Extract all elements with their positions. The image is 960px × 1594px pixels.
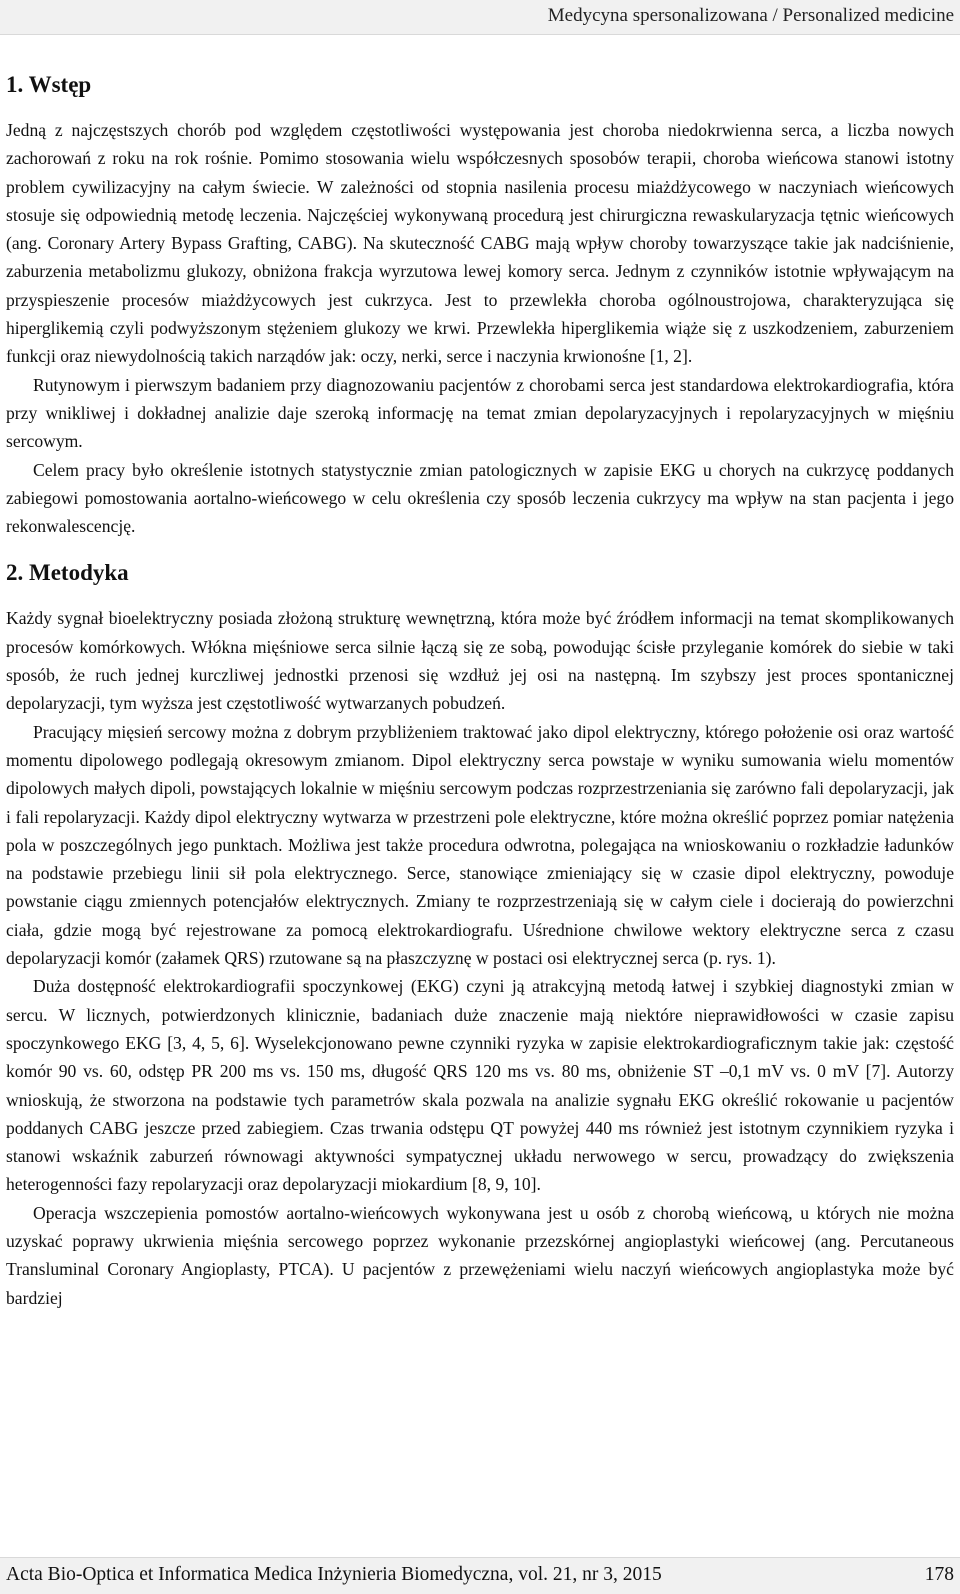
section-heading-methods: 2. Metodyka bbox=[6, 560, 129, 586]
running-footer bbox=[0, 1557, 960, 1594]
paragraph: Pracujący mięsień sercowy można z dobrym przybliżeniem traktować jako dipol elektryczny, którego położenie osi oraz wartość momentu dipolowego podlegają okresowym zmianom. Dipol elektryczny serca powstaje w wyniku sumowania wielu momentów dipolowych małych dipoli, powstających lokalnie w mięśniu sercowym podczas rozprzestrzeniania się zarówno fali depolaryzacji, jak i fali repolaryzacji. Każdy dipol elektryczny wytwarza w przestrzeni pole elektryczne, które można określić poprzez pomiar natężenia pola w poszczególnych jego punktach. Możliwa jest także procedura odwrotna, polegająca na wnioskowaniu o rozkładzie ładunków na podstawie przebiegu linii sił pola elektrycznego. Serce, stanowiące zmieniający się w czasie dipol elektryczny, powoduje powstanie ciągu zmiennych potencjałów elektrycznych. Zmiany te rozprzestrzeniają się w całym ciele i docierają do powierzchni ciała, gdzie mogą być rejestrowane za pomocą elektrokardiografu. Uśrednione chwilowe wektory elektryczne serca z czasu depolaryzacji komór (załamek QRS) rzutowane są na płaszczyznę w postaci osi elektrycznej serca (p. rys. 1). bbox=[6, 721, 954, 969]
section-heading-introduction: 1. Wstęp bbox=[6, 72, 92, 97]
journal-citation: Acta Bio-Optica et Informatica Medica Inżynieria Biomedyczna, vol. 21, nr 3, 2015 bbox=[6, 1564, 662, 1585]
paragraph: Jedną z najczęstszych chorób pod względem częstotliwości występowania jest choroba niedokrwienna serca, a liczba nowych zachorowań z roku na rok rośnie. Pomimo stosowania wielu współczesnych sposobów terapii, choroba wieńcowa stanowi istotny problem cywilizacyjny na całym świecie. W zależności od stopnia nasilenia procesu miażdżycowego w naczyniach wieńcowych stosuje się odpowiednią metodę leczenia. Najczęściej wykonywaną procedurą jest chirurgiczna rewaskularyzacja tętnic wieńcowych (ang. Coronary Artery Bypass Grafting, CABG). Na skuteczność CABG mają wpływ choroby towarzyszące takie jak nadciśnienie, zaburzenia metabolizmu glukozy, obniżona frakcja wyrzutowa lewej komory serca. Jednym z czynników istotnie wpływającym na przyspieszenie procesów miażdżycowych jest cukrzyca. Jest to przewlekła choroba ogólnoustrojowa, charakteryzująca się hiperglikemią czyli podwyższonym stężeniem glukozy we krwi. Przewlekła hiperglikemia wiąże się z uszkodzeniem, zaburzeniem funkcji oraz niewydolnością takich narządów jak: oczy, nerki, serce i naczynia krwionośne [1, 2]. bbox=[6, 120, 954, 367]
running-header bbox=[0, 0, 960, 35]
article-body bbox=[6, 70, 954, 1312]
paragraph: Każdy sygnał bioelektryczny posiada złożoną strukturę wewnętrzną, która może być źródłem informacji na temat skomplikowanych procesów komórkowych. Włókna mięśniowe serca silnie łączą się ze sobą, powodując ścisłe przyleganie komórek do siebie w taki sposób, że ruch jednej kurczliwej jednostki przenosi się wzdłuż jej osi na następną. Im szybszy jest proces spontanicznej depolaryzacji, tym wyższa jest częstotliwość wytwarzanych pobudzeń. bbox=[6, 608, 954, 714]
paragraph: Celem pracy było określenie istotnych statystycznie zmian patologicznych w zapisie EKG u chorych na cukrzycę poddanych zabiegowi pomostowania aortalno-wieńcowego w celu określenia czy sposób leczenia cukrzycy ma wpływ na stan pacjenta i jego rekonwalescencję. bbox=[6, 459, 954, 537]
paragraph: Operacja wszczepienia pomostów aortalno-wieńcowych wykonywana jest u osób z chorobą wieńcową, u których nie można uzyskać poprawy ukrwienia mięśnia sercowego poprzez wykonanie przezskórnej angioplastyki wieńcowej (ang. Percutaneous Transluminal Coronary Angioplasty, PTCA). U pacjentów z przewężeniami wielu naczyń wieńcowych angioplastyka może być bardziej bbox=[6, 1202, 954, 1308]
paragraph: Rutynowym i pierwszym badaniem przy diagnozowaniu pacjentów z chorobami serca jest standardowa elektrokardiografia, która przy wnikliwej i dokładnej analizie daje szeroką informację na temat zmian depolaryzacyjnych i repolaryzacyjnych w mięśniu sercowym. bbox=[6, 374, 954, 452]
journal-section-label: Medycyna spersonalizowana / Personalized medicine bbox=[547, 5, 954, 26]
page-number: 178 bbox=[924, 1564, 954, 1585]
paragraph: Duża dostępność elektrokardiografii spoczynkowej (EKG) czyni ją atrakcyjną metodą łatwej i szybkiej diagnostyki zmian w sercu. W licznych, potwierdzonych klinicznie, badaniach duże znaczenie mają niektóre nieprawidłowości w czasie zapisu spoczynkowego EKG [3, 4, 5, 6]. Wyselekcjonowano pewne czynniki ryzyka w zapisie elektrokardiograficznym takie jak: częstość komór 90 vs. 60, odstęp PR 200 ms vs. 150 ms, długość QRS 120 ms vs. 80 ms, obniżenie ST –0,1 mV vs. 0 mV [7]. Autorzy wnioskują, że stworzona na podstawie tych parametrów skala pozwala na analizie sygnału EKG określić rokowanie u pacjentów poddanych CABG jeszcze przed zabiegiem. Czas trwania odstępu QT powyżej 440 ms również jest istotnym czynnikiem ryzyka i stanowi wskaźnik zaburzeń równowagi aktywności sympatycznej układu nerwowego w sercu, prowadzący do zwiększenia heterogenności fazy repolaryzacji oraz depolaryzacji miokardium [8, 9, 10]. bbox=[6, 976, 954, 1195]
